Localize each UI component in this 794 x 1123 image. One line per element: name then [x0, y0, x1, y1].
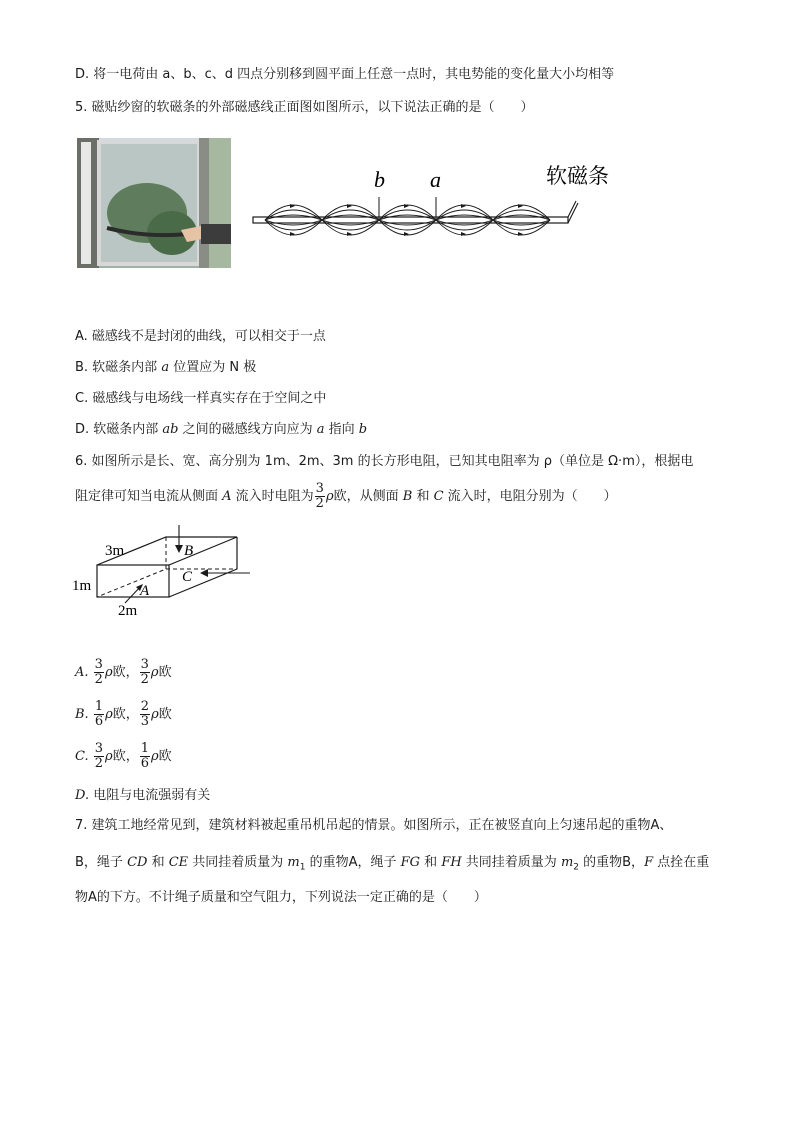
q6-b-frac-1: $\frac{1}{6}$: [94, 699, 104, 729]
label-b: b: [374, 167, 385, 192]
q6-b-frac-2: $\frac{2}{3}$: [140, 699, 150, 729]
q6-option-d-label: D.: [75, 788, 90, 803]
label-1m: 1m: [72, 578, 92, 594]
point-f: F: [644, 855, 654, 870]
q6-stem-line-1: 6. 如图所示是长、宽、高分别为 1m、2m、3m 的长方形电阻，已知其电阻率为 ρ（单位是 Ω·m），根据电: [75, 454, 694, 469]
rope-cd: CD: [127, 855, 148, 870]
q6-text-1: 阻定律可知当电流从侧面: [75, 489, 223, 504]
face-b-label: B: [184, 543, 194, 559]
q6-option-d-text: 电阻与电流强弱有关: [93, 788, 211, 803]
q6-text-3: 欧，从侧面: [333, 489, 403, 504]
q5d-text-3: 指向: [324, 422, 359, 437]
q5d-text-2: 之间的磁感线方向应为: [178, 422, 317, 437]
q5-option-b: [75, 359, 256, 377]
mass-m2: m: [560, 855, 574, 870]
q4-option-d: D. 将一电荷由 a、b、c、d 四点分别移到圆平面上任意一点时，其电势能的变化量大小均相等: [75, 67, 615, 82]
resistor-box-diagram: [70, 525, 260, 620]
q7-stem-line-2: B，绳子 CD 和 CE 共同挂着质量为 $m_1$ 的重物A，绳子 FG 和 FH 共同挂着质量为 $m_2$ 的重物B，F 点拴在重: [75, 855, 710, 873]
rope-fh: FH: [441, 855, 462, 870]
label-2m: 2m: [118, 603, 138, 619]
q6-text-2: 流入时电阻为: [231, 489, 314, 504]
q5d-var-a: a: [316, 422, 325, 437]
q6-fraction: $\frac{3}{2}$: [315, 481, 324, 511]
q5b-text-2: 位置应为 N 极: [169, 360, 257, 375]
q5d-var-ab: ab: [162, 422, 179, 437]
q6-face-b: B: [402, 489, 413, 504]
label-3m: 3m: [105, 543, 125, 559]
q6-a-frac-1: $\frac{3}{2}$: [94, 657, 103, 687]
label-a: a: [430, 167, 441, 192]
q6-c-frac-1: $\frac{3}{2}$: [94, 741, 104, 771]
magnetic-field-diagram: [250, 155, 630, 255]
q6-option-a: A. $\frac{3}{2}$ ρ欧， $\frac{3}{2}$ ρ欧: [75, 657, 172, 687]
label-strip: 软磁条: [546, 164, 609, 188]
q5d-var-b: b: [358, 422, 368, 437]
face-a-label: A: [140, 583, 150, 599]
q7-stem-line-3: 物A的下方。不计绳子质量和空气阻力，下列说法一定正确的是（ ）: [75, 890, 487, 905]
q6-c-frac-2: $\frac{1}{6}$: [140, 741, 150, 771]
q6-option-c-label: C.: [75, 749, 89, 764]
q6-rho: ρ: [325, 489, 334, 504]
q6-face-c: C: [433, 489, 444, 504]
q6-option-c: C. $\frac{3}{2}$ ρ欧， $\frac{1}{6}$ ρ欧: [75, 741, 172, 771]
q6-text-4: 和: [412, 489, 434, 504]
q5-stem: 5. 磁贴纱窗的软磁条的外部磁感线正面图如图所示，以下说法正确的是（ ）: [75, 100, 534, 115]
q5-option-c: C. 磁感线与电场线一样真实存在于空间之中: [75, 391, 327, 406]
face-c-label: C: [182, 569, 193, 585]
q6-option-b-label: B.: [75, 707, 89, 722]
q5-option-d: [75, 421, 367, 439]
mass-m1: m: [287, 855, 300, 870]
rope-ce: CE: [168, 855, 189, 870]
window-photo: [77, 138, 231, 268]
q6-option-a-label: A.: [75, 665, 89, 680]
q6-stem-line-2: [75, 480, 617, 514]
q6-option-b: B. $\frac{1}{6}$ ρ欧， $\frac{2}{3}$ ρ欧: [75, 699, 172, 729]
q5b-var: a: [161, 360, 170, 375]
rope-fg: FG: [400, 855, 421, 870]
q5b-text-1: B. 软磁条内部: [75, 360, 162, 375]
q7-stem-line-1: 7. 建筑工地经常见到，建筑材料被起重吊机吊起的情景。如图所示，正在被竖直向上匀速吊起的重物A、: [75, 818, 673, 833]
q6-text-5: 流入时，电阻分别为（ ）: [443, 489, 617, 504]
q6-a-frac-2: $\frac{3}{2}$: [140, 657, 149, 687]
q6-option-d: [75, 787, 210, 805]
q5d-text-1: D. 软磁条内部: [75, 422, 163, 437]
q5-option-a: A. 磁感线不是封闭的曲线，可以相交于一点: [75, 329, 326, 344]
q6-face-a: A: [222, 489, 232, 504]
